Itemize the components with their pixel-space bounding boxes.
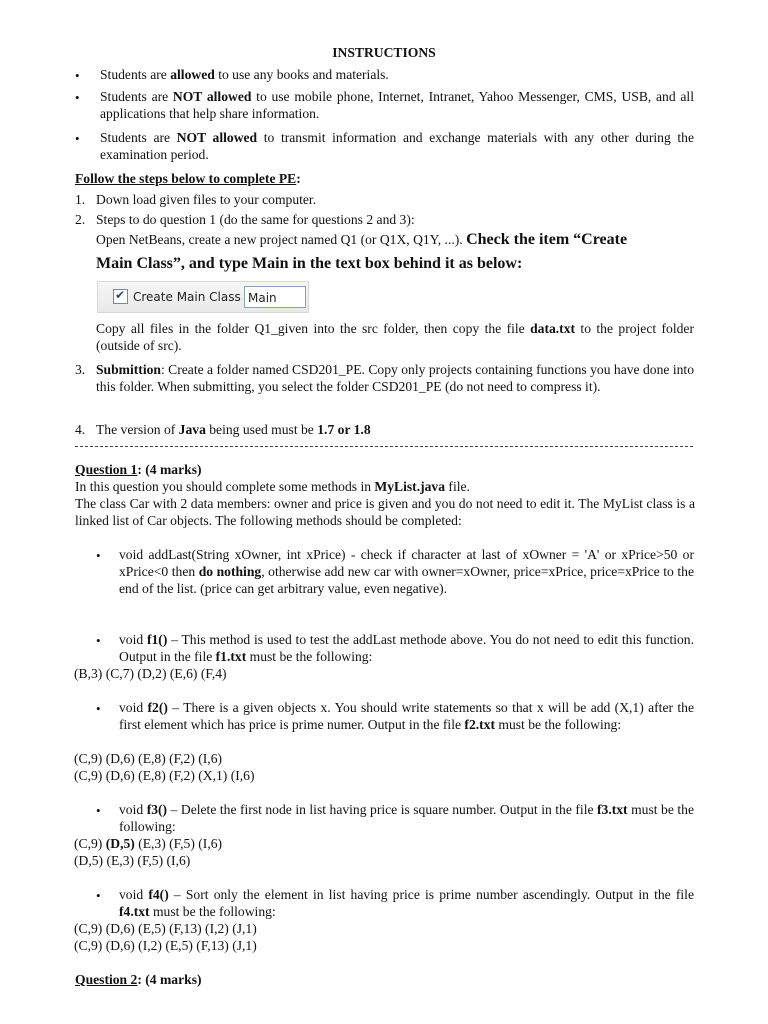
method-addlast: void addLast(String xOwner, int xPrice) - check if character at last of xOwner = 'A' or xPrice>50 or xPrice<0 then do nothing, otherwise add new car with owner=xOwner, price=xPrice, price=xPrice to the end of the list. (price can get arbitrary value, even negative).	[119, 547, 694, 596]
dashed-divider	[75, 446, 693, 447]
step-number: 2.	[75, 212, 86, 227]
step-question-setup: Steps to do question 1 (do the same for questions 2 and 3):	[96, 212, 415, 227]
follow-steps-heading: Follow the steps below to complete PE:	[75, 171, 301, 186]
bullet-dot: •	[96, 803, 101, 818]
main-class-field: Main	[244, 286, 306, 308]
bullet-dot: •	[96, 888, 101, 903]
create-main-class-screenshot	[97, 281, 309, 313]
rule-not-allowed-devices: Students are NOT allowed to use mobile phone, Internet, Intranet, Yahoo Messenger, CMS, USB, and all applications that help share information.	[100, 89, 694, 121]
step-submission: Submittion: Create a folder named CSD201_PE. Copy only projects containing functions you have done into this folder. When submitting, you select the folder CSD201_PE (do not need to compress it).	[96, 362, 694, 394]
output-f2-after: (C,9) (D,6) (E,8) (F,2) (X,1) (I,6)	[74, 768, 255, 783]
output-f4-after: (C,9) (D,6) (I,2) (E,5) (F,13) (J,1)	[74, 938, 257, 953]
step-number: 3.	[75, 362, 86, 377]
question-1-intro: In this question you should complete some methods in MyList.java file.	[75, 479, 470, 494]
rule-not-allowed-transmit: Students are NOT allowed to transmit information and exchange materials with any other during the examination period.	[100, 130, 694, 162]
question-1-description: The class Car with 2 data members: owner and price is given and you do not need to edit it. The MyList class is a linked list of Car objects. The following methods should be completed:	[75, 496, 695, 528]
question-2-heading: Question 2: (4 marks)	[75, 972, 202, 987]
output-f2-before: (C,9) (D,6) (E,8) (F,2) (I,6)	[74, 751, 223, 766]
bullet-dot: •	[96, 633, 101, 648]
method-f4: void f4() – Sort only the element in list having price is prime number ascendingly. Output in the file f4.txt must be the following:	[119, 887, 694, 919]
method-f2: void f2() – There is a given objects x. You should write statements so that x will be add (X,1) after the first element which has price is prime numer. Output in the file f2.txt must be the following:	[119, 700, 694, 732]
bullet-dot: •	[75, 68, 80, 83]
checkbox-label: Create Main Class	[133, 290, 241, 304]
bullet-dot: •	[96, 548, 101, 563]
method-f3: void f3() – Delete the first node in list having price is square number. Output in the file f3.txt must be the following:	[119, 802, 694, 834]
checkbox-icon: ✔	[113, 289, 128, 304]
page-title: INSTRUCTIONS	[332, 45, 436, 60]
step-download: Down load given files to your computer.	[96, 192, 317, 207]
output-f3-after: (D,5) (E,3) (F,5) (I,6)	[74, 853, 191, 868]
rule-allowed: Students are allowed to use any books and materials.	[100, 67, 389, 82]
output-f3-before: (C,9) (D,5) (E,3) (F,5) (I,6)	[74, 836, 223, 851]
step-copy-files: Copy all files in the folder Q1_given into the src folder, then copy the file data.txt to the project folder (outside of src).	[96, 321, 694, 353]
step-number: 4.	[75, 422, 86, 437]
method-f1: void f1() – This method is used to test the addLast methode above. You do not need to edit this function. Output in the file f1.txt must be the following:	[119, 632, 694, 664]
bullet-dot: •	[96, 701, 101, 716]
output-f1: (B,3) (C,7) (D,2) (E,6) (F,4)	[74, 666, 227, 681]
step-number: 1.	[75, 192, 86, 207]
step-java-version: The version of Java being used must be 1.7 or 1.8	[96, 422, 371, 437]
output-f4-before: (C,9) (D,6) (E,5) (F,13) (I,2) (J,1)	[74, 921, 257, 936]
step-netbeans-instruction: Open NetBeans, create a new project named Q1 (or Q1X, Q1Y, ...). Check the item “Create Main Class”, and type Main in the text box behind it as below:	[96, 231, 628, 272]
bullet-dot: •	[75, 90, 80, 105]
bullet-dot: •	[75, 131, 80, 146]
question-1-heading: Question 1: (4 marks)	[75, 462, 202, 477]
